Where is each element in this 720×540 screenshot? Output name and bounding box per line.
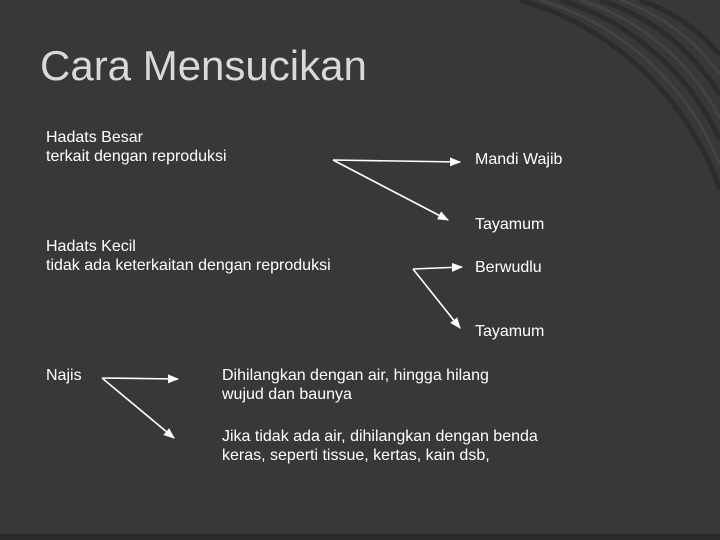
najis-option-no-water-line2: keras, seperti tissue, kertas, kain dsb, <box>222 447 490 464</box>
slide-title: Cara Mensucikan <box>40 42 367 89</box>
mandi-wajib-label: Mandi Wajib <box>475 151 563 168</box>
arrow-hadats-kecil-to-tayamum <box>413 269 460 328</box>
hadats-besar-description: terkait dengan reproduksi <box>46 148 227 165</box>
arrow-najis-to-no-water <box>102 378 174 438</box>
arrow-najis-to-water <box>102 378 178 379</box>
hadats-besar-title: Hadats Besar <box>46 129 143 146</box>
najis-label: Najis <box>46 367 82 384</box>
berwudlu-label: Berwudlu <box>475 259 542 276</box>
tayamum-label-2: Tayamum <box>475 323 545 340</box>
najis-option-no-water-line1: Jika tidak ada air, dihilangkan dengan benda <box>222 428 538 445</box>
arrow-hadats-besar-to-tayamum <box>333 160 448 220</box>
arrow-hadats-kecil-to-berwudlu <box>413 267 462 269</box>
najis-option-water-line1: Dihilangkan dengan air, hingga hilang <box>222 367 489 384</box>
hadats-kecil-title: Hadats Kecil <box>46 238 136 255</box>
tayamum-label-1: Tayamum <box>475 216 545 233</box>
hadats-kecil-description: tidak ada keterkaitan dengan reproduksi <box>46 257 331 274</box>
najis-option-water-line2: wujud dan baunya <box>222 386 352 403</box>
arrow-hadats-besar-to-mandi-wajib <box>333 160 460 162</box>
